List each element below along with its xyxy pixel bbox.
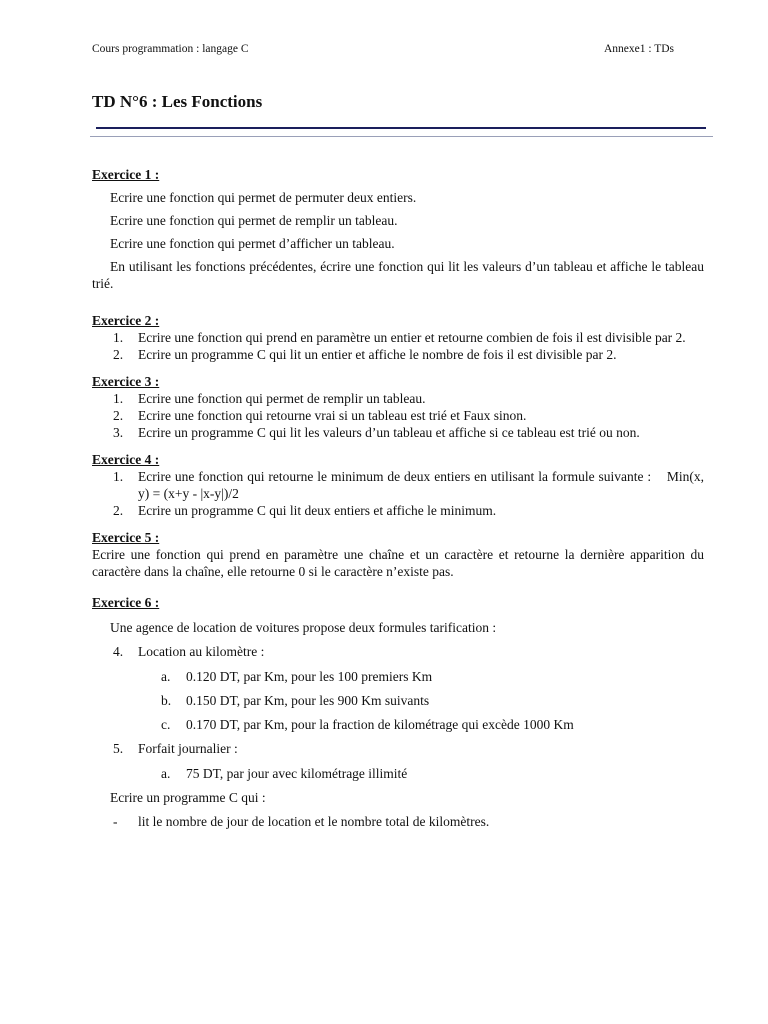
list-item: 1. Ecrire une fonction qui retourne le minimum de deux entiers en utilisant la formule suivante : Min(x, y) = (x+y - |x-y|)/2: [113, 469, 708, 501]
list-item: 1. Ecrire une fonction qui permet de remplir un tableau.: [113, 391, 426, 406]
exercise-6-heading: Exercice 6 :: [92, 595, 160, 610]
exercise-6-program: Ecrire un programme C qui :: [110, 790, 266, 805]
exercise-1-heading: Exercice 1 :: [92, 167, 160, 182]
exercise-6-steps: [92, 813, 704, 830]
exercise-6-daily-rates: [92, 765, 704, 782]
header-course: Cours programmation : langage C: [92, 43, 249, 55]
list-item: a. 0.120 DT, par Km, pour les 100 premiers Km: [161, 669, 433, 684]
exercise-6-options-2: [92, 740, 704, 757]
exercise-1-item: En utilisant les fonctions précédentes, écrire une fonction qui lit les valeurs d’un tableau et affiche le tableau trié.: [92, 259, 704, 291]
exercise-5-text: Ecrire une fonction qui prend en paramètre une chaîne et un caractère et retourne la dernière apparition du caractère dans la chaîne, elle retourne 0 si le caractère n’existe pas.: [92, 547, 704, 579]
list-item: 2. Ecrire un programme C qui lit deux entiers et affiche le minimum.: [113, 503, 497, 518]
header-annex: Annexe1 : TDs: [603, 43, 674, 55]
exercise-1-item: Ecrire une fonction qui permet de permuter deux entiers.: [110, 190, 417, 205]
list-item: 1. Ecrire une fonction qui prend en paramètre un entier et retourne combien de fois il est divisible par 2.: [113, 330, 686, 345]
list-item: 2. Ecrire un programme C qui lit un entier et affiche le nombre de fois il est divisible par 2.: [113, 347, 617, 362]
document-body: [92, 166, 708, 830]
exercise-4-list: [92, 468, 708, 519]
exercise-3-list: [92, 390, 704, 441]
list-item: 2. Ecrire une fonction qui retourne vrai si un tableau est trié et Faux sinon.: [113, 408, 527, 423]
exercise-1-item: Ecrire une fonction qui permet de remplir un tableau.: [110, 213, 398, 228]
exercise-6-intro: Une agence de location de voitures propose deux formules tarification :: [110, 620, 497, 635]
list-item: a. 75 DT, par jour avec kilométrage illimité: [161, 766, 408, 781]
list-item: 5. Forfait journalier :: [113, 741, 238, 756]
list-item: b. 0.150 DT, par Km, pour les 900 Km suivants: [161, 693, 430, 708]
title-rule-thick: [96, 127, 706, 129]
list-item: - lit le nombre de jour de location et le nombre total de kilomètres.: [113, 814, 490, 829]
list-item: c. 0.170 DT, par Km, pour la fraction de kilométrage qui excède 1000 Km: [161, 717, 574, 732]
exercise-6-km-rates: [92, 668, 704, 733]
exercise-2-list: [92, 329, 704, 363]
exercise-1-item: Ecrire une fonction qui permet d’afficher un tableau.: [110, 236, 395, 251]
list-item: 3. Ecrire un programme C qui lit les valeurs d’un tableau et affiche si ce tableau est trié ou non.: [113, 425, 640, 440]
exercise-3-heading: Exercice 3 :: [92, 374, 160, 389]
title-rule-thin: [90, 136, 713, 137]
exercise-6-options: [92, 643, 704, 660]
exercise-5-heading: Exercice 5 :: [92, 530, 160, 545]
list-item: 4. Location au kilomètre :: [113, 644, 265, 659]
exercise-4-heading: Exercice 4 :: [92, 452, 160, 467]
page-title: TD N°6 : Les Fonctions: [92, 92, 263, 111]
exercise-2-heading: Exercice 2 :: [92, 313, 160, 328]
